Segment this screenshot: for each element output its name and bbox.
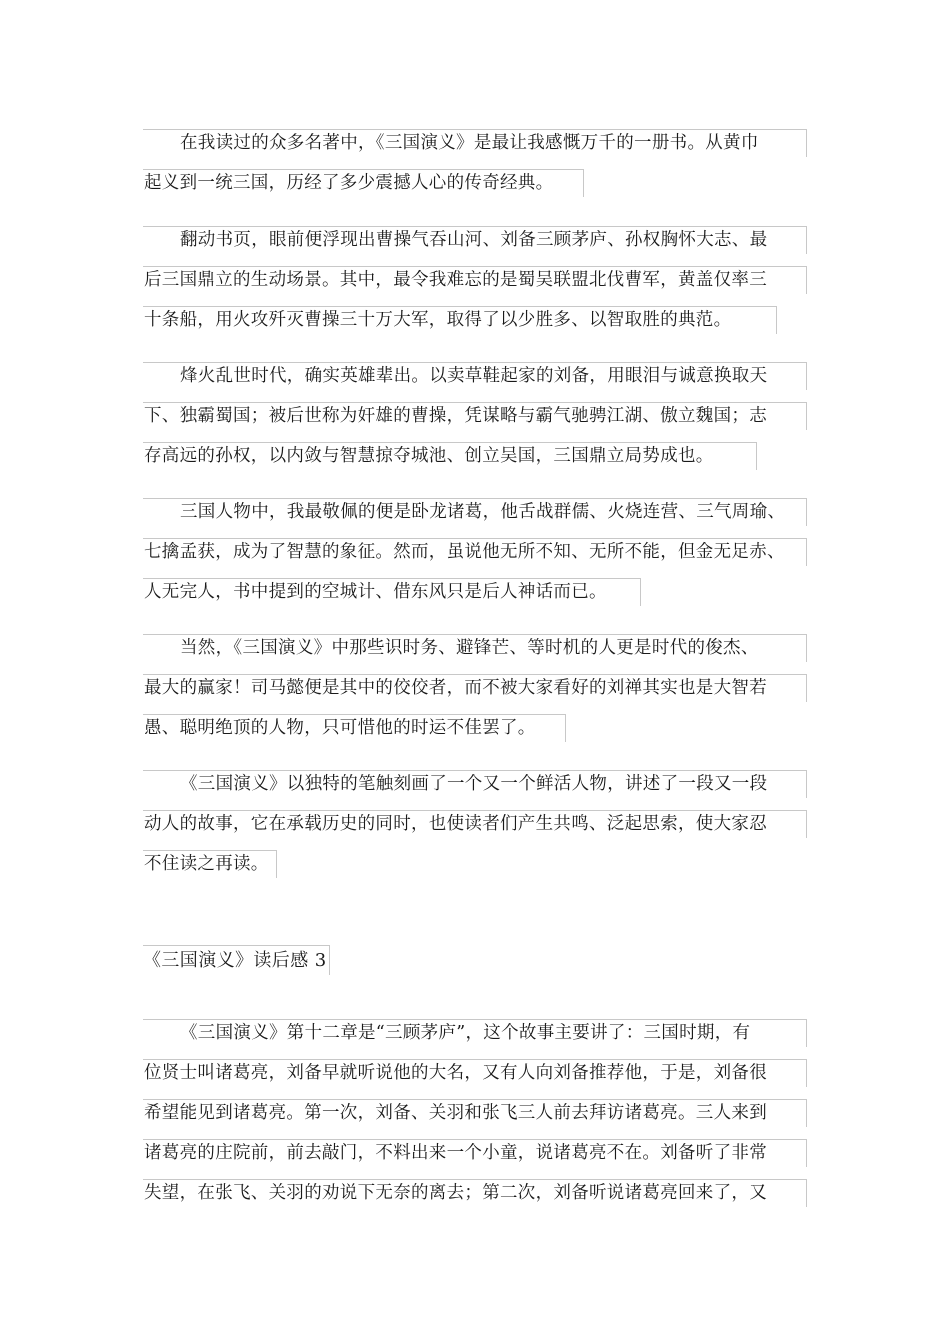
paragraph-line: 起义到一统三国，历经了多少震撼人心的传奇经典。: [143, 169, 584, 197]
paragraph-3: [143, 362, 807, 482]
paragraph-line: 希望能见到诸葛亮。第一次，刘备、关羽和张飞三人前去拜访诸葛亮。三人来到: [143, 1099, 807, 1127]
paragraph-line: 后三国鼎立的生动场景。其中，最令我难忘的是蜀吴联盟北伐曹军，黄盖仅率三: [143, 266, 807, 294]
paragraph-line: 失望，在张飞、关羽的劝说下无奈的离去；第二次，刘备听说诸葛亮回来了，又: [143, 1179, 807, 1207]
paragraph-1: [143, 129, 807, 209]
paragraph-7: [143, 1019, 807, 1219]
paragraph-line: 动人的故事，它在承载历史的同时，也使读者们产生共鸣、泛起思索，使大家忍: [143, 810, 807, 838]
paragraph-line: 翻动书页，眼前便浮现出曹操气吞山河、刘备三顾茅庐、孙权胸怀大志、最: [143, 226, 807, 254]
paragraph-line: 烽火乱世时代，确实英雄辈出。以卖草鞋起家的刘备，用眼泪与诚意换取天: [143, 362, 807, 390]
paragraph-line: 存高远的孙权，以内敛与智慧掠夺城池、创立吴国，三国鼎立局势成也。: [143, 442, 757, 470]
paragraph-2: [143, 226, 807, 346]
paragraph-line: 人无完人，书中提到的空城计、借东风只是后人神话而已。: [143, 578, 641, 606]
paragraph-line: 位贤士叫诸葛亮，刘备早就听说他的大名，又有人向刘备推荐他，于是，刘备很: [143, 1059, 807, 1087]
paragraph-4: [143, 498, 807, 618]
paragraph-line: 在我读过的众多名著中，《三国演义》是最让我感慨万千的一册书。从黄巾: [143, 129, 807, 157]
paragraph-line: 下、独霸蜀国；被后世称为奸雄的曹操，凭谋略与霸气驰骋江湖、傲立魏国；志: [143, 402, 807, 430]
paragraph-line: 《三国演义》以独特的笔触刻画了一个又一个鲜活人物，讲述了一段又一段: [143, 770, 807, 798]
paragraph-line: 不住读之再读。: [143, 850, 277, 878]
paragraph-line: 最大的赢家！司马懿便是其中的佼佼者，而不被大家看好的刘禅其实也是大智若: [143, 674, 807, 702]
paragraph-line: 当然，《三国演义》中那些识时务、避锋芒、等时机的人更是时代的俊杰、: [143, 634, 807, 662]
paragraph-line: 七擒孟获，成为了智慧的象征。然而，虽说他无所不知、无所不能，但金无足赤、: [143, 538, 807, 566]
paragraph-line: 愚、聪明绝顶的人物，只可惜他的时运不佳罢了。: [143, 714, 566, 742]
section-heading: 《三国演义》读后感 3: [143, 945, 330, 975]
paragraph-line: 《三国演义》第十二章是“三顾茅庐”，这个故事主要讲了：三国时期，有: [143, 1019, 807, 1047]
paragraph-line: 三国人物中，我最敬佩的便是卧龙诸葛，他舌战群儒、火烧连营、三气周瑜、: [143, 498, 807, 526]
paragraph-line: 诸葛亮的庄院前，前去敲门，不料出来一个小童，说诸葛亮不在。刘备听了非常: [143, 1139, 807, 1167]
paragraph-5: [143, 634, 807, 754]
paragraph-line: 十条船，用火攻歼灭曹操三十万大军，取得了以少胜多、以智取胜的典范。: [143, 306, 777, 334]
paragraph-6: [143, 770, 807, 890]
